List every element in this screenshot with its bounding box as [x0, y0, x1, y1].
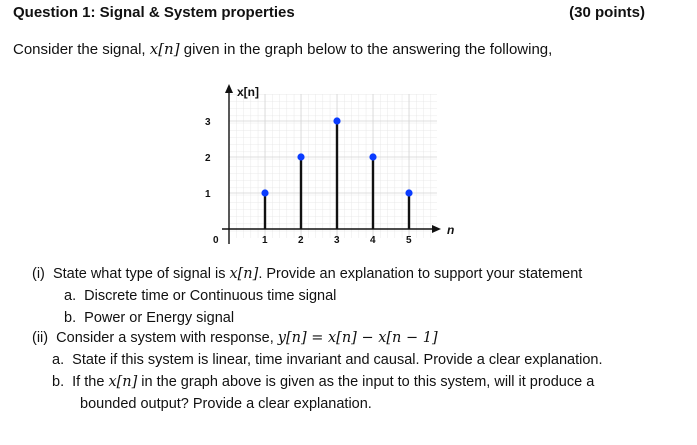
y-tick-label: 2: [205, 153, 211, 164]
question-i-a-text: Discrete time or Continuous time signal: [84, 288, 337, 304]
question-i-a-letter: a.: [64, 288, 77, 304]
question-ii-before: Consider a system with response,: [56, 330, 278, 346]
question-ii-b-before: If the: [72, 374, 109, 390]
stem-marker: [369, 153, 376, 160]
intro-after: given in the graph below to the answering the following,: [179, 41, 553, 58]
question-i-b-letter: b.: [64, 310, 77, 326]
stem-marker: [405, 189, 412, 196]
question-ii-b-letter: b.: [52, 374, 65, 390]
question-ii-number: (ii): [32, 330, 49, 346]
question-i-signal: x[n]: [229, 266, 259, 282]
question-ii-b-line2: bounded output? Provide a clear explanation.: [80, 396, 372, 412]
origin-label: 0: [213, 235, 219, 246]
question-ii-a-letter: a.: [52, 352, 65, 368]
x-tick-label: 4: [370, 235, 376, 246]
question-i-before: State what type of signal is: [52, 266, 230, 282]
question-ii: [32, 330, 438, 346]
y-axis-label: x[n]: [237, 85, 259, 99]
question-ii-a: [52, 352, 602, 368]
y-tick-label: 1: [205, 189, 211, 200]
intro-signal: x[n]: [149, 40, 180, 58]
question-ii-equation: y[n] = x[n] − x[n − 1]: [277, 330, 438, 346]
question-ii-a-text: State if this system is linear, time invariant and causal. Provide a clear explanation.: [72, 352, 603, 368]
intro-before: Consider the signal,: [13, 41, 150, 58]
question-i-after: . Provide an explanation to support your statement: [258, 266, 583, 282]
question-i-a: [64, 288, 336, 304]
question-i-number: (i): [32, 266, 45, 282]
question-ii-b-signal: x[n]: [108, 374, 138, 390]
stem-marker: [297, 153, 304, 160]
question-i: [32, 266, 582, 282]
y-axis-arrow: [225, 84, 233, 93]
x-tick-label: 2: [298, 235, 304, 246]
plot-grid: [229, 94, 437, 238]
question-ii-b-after: in the graph above is given as the input to this system, will it produce a: [137, 374, 595, 390]
question-ii-b: [52, 374, 594, 390]
stem-marker: [261, 189, 268, 196]
stem-marker: [333, 117, 340, 124]
question-i-b-text: Power or Energy signal: [84, 310, 235, 326]
question-i-b: [64, 310, 234, 326]
question-title: Question 1: Signal & System properties: [13, 4, 295, 21]
question-points: (30 points): [569, 4, 645, 21]
y-tick-label: 3: [205, 117, 211, 128]
x-tick-label: 5: [406, 235, 412, 246]
x-tick-label: 3: [334, 235, 340, 246]
x-axis-label: n: [447, 223, 455, 237]
x-tick-label: 1: [262, 235, 268, 246]
